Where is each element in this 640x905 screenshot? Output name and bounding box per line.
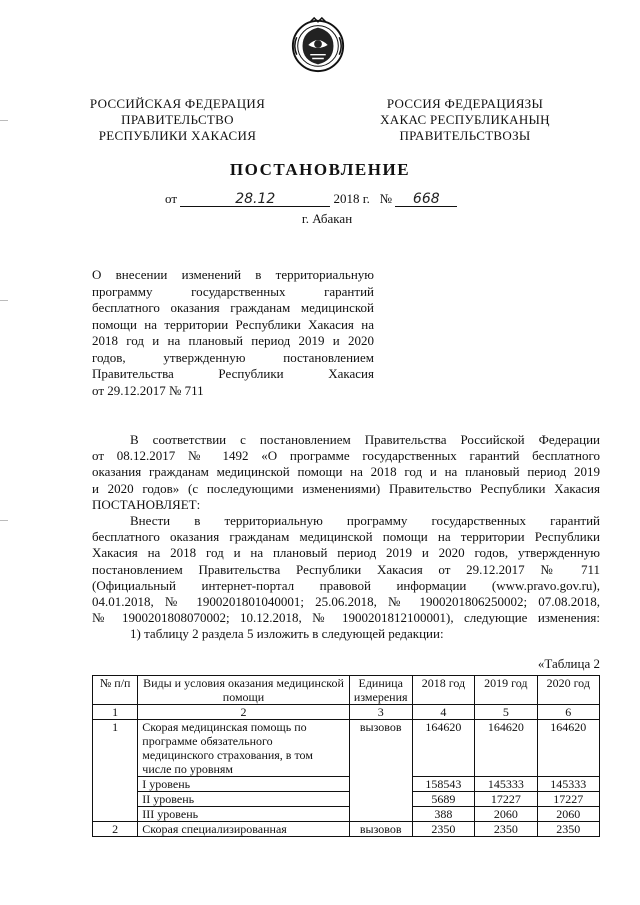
table-row (93, 792, 600, 807)
header-cell: № п/п (93, 676, 138, 705)
header-right-line: ПРАВИТЕЛЬСТВОЗЫ (399, 128, 531, 143)
body-text (92, 432, 600, 642)
body-line: В соответствии с постановлением Правительства Российской Федерации (130, 432, 600, 447)
header-cell: Виды и условия оказания медицинской помощи (138, 676, 349, 705)
table-reference: «Таблица 2 (537, 656, 600, 671)
row-number: 1 (93, 720, 138, 822)
body-line: и 2020 годов» (с последующими изменениями) Правительство Республики Хакасия (92, 480, 600, 496)
subject-line: программу государственных гарантий (92, 283, 374, 299)
row-name: Скорая специализированная (138, 822, 349, 837)
value-cell: 17227 (537, 792, 599, 807)
subject-line: Правительства Республики Хакасия (92, 366, 374, 381)
header-left-line: РОССИЙСКАЯ ФЕДЕРАЦИЯ (89, 96, 266, 111)
document-title: ПОСТАНОВЛЕНИЕ (229, 160, 411, 179)
row-number: 2 (93, 822, 138, 837)
table-index-row (93, 705, 600, 720)
body-line: ПОСТАНОВЛЯЕТ: (92, 496, 201, 512)
date-number-line (165, 191, 457, 207)
row-unit: вызовов (349, 720, 412, 822)
body-line: (Официальный интернет-портал правовой информации (www.pravo.gov.ru), (92, 577, 600, 593)
handwritten-date: 28.12 (180, 192, 330, 207)
index-cell: 3 (349, 705, 412, 720)
coat-of-arms-emblem (289, 16, 347, 74)
subject-line: 2018 год и на плановый период 2019 и 2020 (92, 333, 374, 348)
table-row (93, 807, 600, 822)
index-cell: 2 (138, 705, 349, 720)
value-cell: 2060 (537, 807, 599, 822)
body-line: Хакасия на 2018 год и на плановый период 2019 и 2020 годов, утвержденную (92, 545, 600, 561)
value-cell: 388 (412, 807, 474, 822)
header-left-line: ПРАВИТЕЛЬСТВО (121, 112, 234, 127)
level-name: I уровень (138, 777, 349, 792)
subject-block (92, 267, 374, 399)
index-cell: 1 (93, 705, 138, 720)
date-prefix: от (165, 191, 178, 206)
body-line: Внести в территориальную программу государственных гарантий (130, 512, 600, 528)
table-row (93, 720, 600, 777)
scan-mark (0, 300, 8, 301)
body-line: постановлением Правительства Республики Хакасия от 29.12.2017 № 711 (92, 561, 600, 577)
year-label: 2018 г. (333, 191, 370, 206)
value-cell: 2350 (412, 822, 474, 837)
index-cell: 6 (537, 705, 599, 720)
header-cell: Единица измерения (349, 676, 412, 705)
value-cell: 164620 (412, 720, 474, 777)
value-cell: 158543 (412, 777, 474, 792)
header-right-line: ХАКАС РЕСПУБЛИКАНЫҢ (380, 112, 550, 127)
table-header-row (93, 676, 600, 705)
header-right (360, 96, 570, 144)
body-line: № 1900201808070002; 10.12.2018, № 1900201812100001), следующие изменения: (92, 610, 600, 626)
header-left-line: РЕСПУБЛИКИ ХАКАСИЯ (98, 128, 257, 143)
value-cell: 2350 (537, 822, 599, 837)
header-left (70, 96, 285, 144)
table-row (93, 777, 600, 792)
subject-line: О внесении изменений в территориальную (92, 267, 374, 282)
subject-line: помощи на территории Республики Хакасия на (92, 316, 374, 332)
city: г. Абакан (301, 211, 353, 226)
value-cell: 17227 (475, 792, 537, 807)
subject-line: бесплатного оказания гражданам медицинской (92, 300, 374, 315)
level-name: II уровень (138, 792, 349, 807)
body-line: оказания гражданам медицинской помощи на 2018 год и на плановый период 2019 (92, 464, 600, 480)
header-cell: 2018 год (412, 676, 474, 705)
scan-mark (0, 120, 8, 121)
header-cell: 2020 год (537, 676, 599, 705)
body-line: бесплатного оказания гражданам медицинской помощи на территории Республики (92, 529, 600, 545)
body-line: от 08.12.2017 № 1492 «О программе государственных гарантий бесплатного (92, 448, 600, 464)
header-cell: 2019 год (475, 676, 537, 705)
index-cell: 5 (475, 705, 537, 720)
header-right-line: РОССИЯ ФЕДЕРАЦИЯЗЫ (386, 96, 544, 111)
subject-line: от 29.12.2017 № 711 (92, 382, 204, 398)
body-line: 04.01.2018, № 1900201801040001; 25.06.2018, № 1900201806250002; 07.08.2018, (92, 593, 600, 609)
body-line: 1) таблицу 2 раздела 5 изложить в следующей редакции: (130, 626, 444, 642)
data-table (92, 675, 600, 837)
row-name: Скорая медицинская помощь по программе обязательного медицинского страхования, в том числе по уровням (138, 720, 349, 777)
value-cell: 2350 (475, 822, 537, 837)
value-cell: 5689 (412, 792, 474, 807)
value-cell: 145333 (475, 777, 537, 792)
index-cell: 4 (412, 705, 474, 720)
level-name: III уровень (138, 807, 349, 822)
row-unit: вызовов (349, 822, 412, 837)
subject-line: годов, утвержденную постановлением (92, 349, 374, 365)
scan-mark (0, 520, 8, 521)
number-prefix: № (379, 191, 393, 206)
value-cell: 164620 (475, 720, 537, 777)
value-cell: 145333 (537, 777, 599, 792)
table-row (93, 822, 600, 837)
value-cell: 2060 (475, 807, 537, 822)
value-cell: 164620 (537, 720, 599, 777)
handwritten-number: 668 (395, 192, 457, 207)
